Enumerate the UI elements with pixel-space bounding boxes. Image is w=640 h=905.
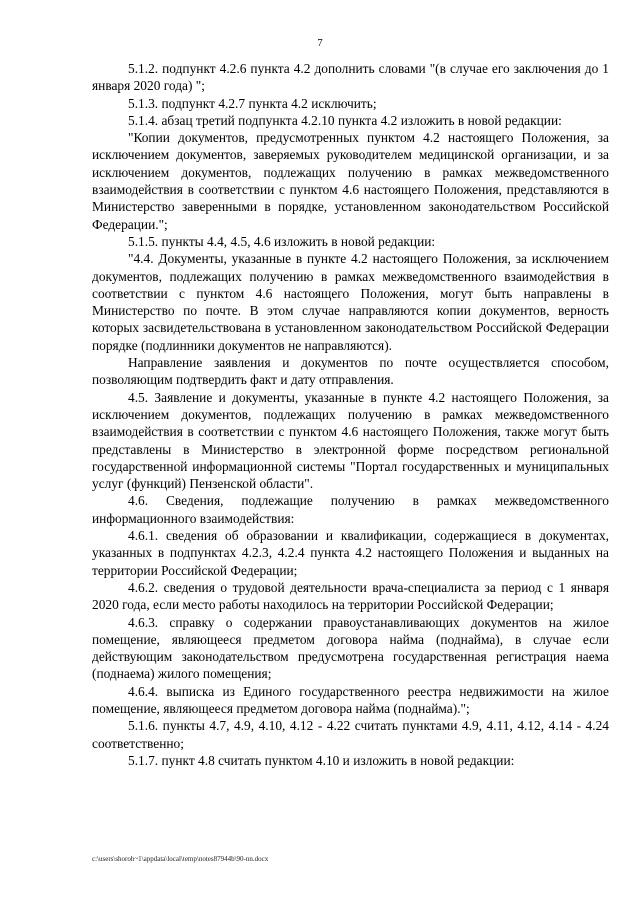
document-body: [92, 60, 609, 769]
paragraph-5-1-6: 5.1.6. пункты 4.7, 4.9, 4.10, 4.12 - 4.22 считать пунктами 4.9, 4.11, 4.12, 4.14 - 4.24 соответственно;: [92, 718, 609, 751]
paragraph-5-1-5: 5.1.5. пункты 4.4, 4.5, 4.6 изложить в новой редакции:: [128, 233, 436, 249]
file-path-footer: c:\users\shoroh~1\appdata\local\temp\notes87944b\90-nn.docx: [92, 855, 269, 863]
paragraph-4-6-4: 4.6.4. выписка из Единого государственного реестра недвижимости на жилое помещение, являющееся предметом договора найма (поднайма).";: [92, 683, 609, 716]
paragraph-5-1-4: 5.1.4. абзац третий подпункта 4.2.10 пункта 4.2 изложить в новой редакции:: [128, 112, 562, 128]
paragraph-5-1-3: 5.1.3. подпункт 4.2.7 пункта 4.2 исключить;: [128, 95, 377, 111]
paragraph-mail-sending: Направление заявления и документов по почте осуществляется способом, позволяющим подтвердить факт и дату отправления.: [92, 355, 609, 388]
paragraph-5-1-2: 5.1.2. подпункт 4.2.6 пункта 4.2 дополнить словами "(в случае его заключения до 1 января 2020 года) ";: [92, 61, 609, 94]
page-number: 7: [317, 38, 323, 49]
paragraph-4-6-1: 4.6.1. сведения об образовании и квалификации, содержащиеся в документах, указанных в подпунктах 4.2.3, 4.2.4 пункта 4.2 настоящего Положения и выданных на территории Российской Федерации;: [92, 528, 609, 578]
paragraph-quote-copies: "Копии документов, предусмотренных пунктом 4.2 настоящего Положения, за исключением документов, заверяемых руководителем медицинской организации, и за исключением документов, подлежащих получению в рамках межведомственного взаимодействия в соответствии с пунктом 4.6 настоящего Положения, представляются в Министерство заверенными в порядке, установленном законодательством Российской Федерации.";: [92, 130, 609, 232]
paragraph-4-4: "4.4. Документы, указанные в пункте 4.2 настоящего Положения, за исключением документов, подлежащих получению в рамках межведомственного взаимодействия в соответствии с пунктом 4.6 настоящего Положения, могут быть направлены в Министерство по почте. В этом случае направляются копии документов, верность которых засвидетельствована в установленном законодательством Российской Федерации порядке (подлинники документов не направляются).: [92, 251, 609, 353]
paragraph-4-6: 4.6. Сведения, подлежащие получению в рамках межведомственного информационного взаимодействия:: [92, 493, 609, 526]
paragraph-5-1-7: 5.1.7. пункт 4.8 считать пунктом 4.10 и изложить в новой редакции:: [128, 752, 515, 768]
paragraph-4-5: 4.5. Заявление и документы, указанные в пункте 4.2 настоящего Положения, за исключением документов, подлежащих получению в рамках межведомственного взаимодействия в соответствии с пунктом 4.6 настоящего Положения, также могут быть представлены в Министерство в электронной форме посредством региональной государственной информационной системы "Портал государственных и муниципальных услуг (функций) Пензенской области".: [92, 389, 609, 492]
paragraph-4-6-3: 4.6.3. справку о содержании правоустанавливающих документов на жилое помещение, являющееся предметом договора найма (поднайма), в случае если действующим законодательством предусмотрена государственная регистрация наема (поднаема) жилого помещения;: [92, 614, 609, 682]
paragraph-4-6-2: 4.6.2. сведения о трудовой деятельности врача-специалиста за период с 1 января 2020 года, если место работы находилось на территории Российской Федерации;: [92, 579, 609, 613]
